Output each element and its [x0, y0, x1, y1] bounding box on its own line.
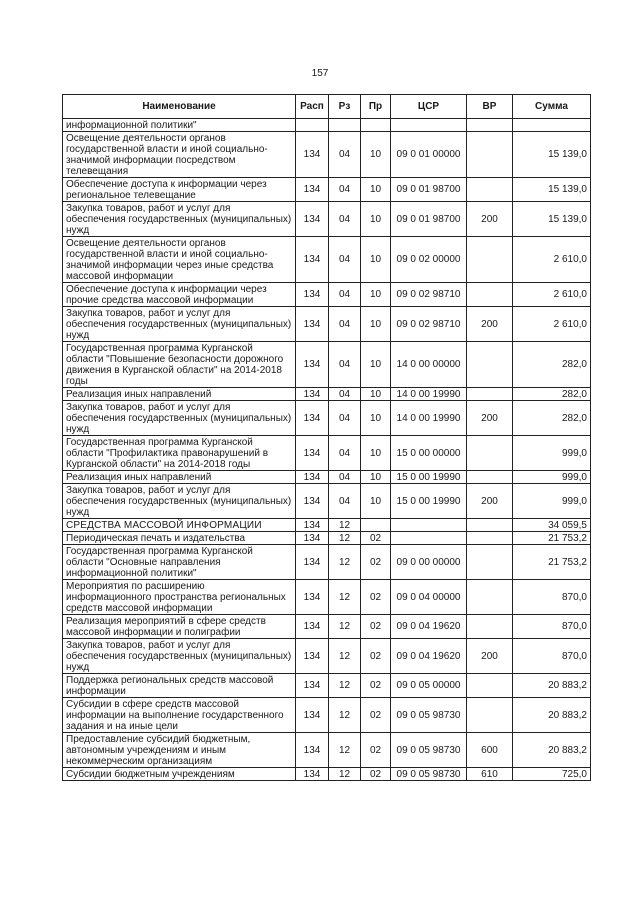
- cell-pr: 02: [361, 615, 391, 639]
- cell-name: Обеспечение доступа к информации через прочие средства массовой информации: [63, 283, 296, 307]
- cell-vr: [467, 342, 513, 388]
- cell-rasp: 134: [296, 388, 329, 401]
- table-row: [63, 615, 591, 639]
- cell-pr: 02: [361, 532, 391, 545]
- cell-vr: 200: [467, 484, 513, 519]
- cell-csr: 09 0 00 00000: [391, 545, 467, 580]
- cell-vr: [467, 674, 513, 698]
- cell-rz: 12: [329, 532, 361, 545]
- cell-rz: 12: [329, 674, 361, 698]
- cell-sum: 2 610,0: [513, 307, 591, 342]
- cell-sum: 15 139,0: [513, 132, 591, 178]
- cell-rasp: 134: [296, 484, 329, 519]
- cell-vr: [467, 698, 513, 733]
- cell-pr: 10: [361, 202, 391, 237]
- cell-vr: [467, 436, 513, 471]
- cell-name: Обеспечение доступа к информации через региональное телевещание: [63, 178, 296, 202]
- header-rasp: Расп: [296, 95, 329, 119]
- table-row: [63, 388, 591, 401]
- cell-rasp: 134: [296, 519, 329, 532]
- cell-name: Реализация мероприятий в сфере средств массовой информации и полиграфии: [63, 615, 296, 639]
- cell-rz: 12: [329, 733, 361, 768]
- cell-sum: 999,0: [513, 484, 591, 519]
- cell-sum: 282,0: [513, 388, 591, 401]
- cell-rasp: 134: [296, 545, 329, 580]
- cell-name: Государственная программа Курганской области "Повышение безопасности дорожного движения в Курганской области" на 2014-2018 годы: [63, 342, 296, 388]
- cell-vr: [467, 615, 513, 639]
- cell-name: Периодическая печать и издательства: [63, 532, 296, 545]
- table-row: [63, 471, 591, 484]
- cell-rasp: 134: [296, 307, 329, 342]
- cell-sum: 725,0: [513, 768, 591, 781]
- cell-rz: 04: [329, 283, 361, 307]
- cell-rasp: 134: [296, 436, 329, 471]
- table-row: [63, 436, 591, 471]
- cell-rasp: 134: [296, 674, 329, 698]
- cell-pr: 10: [361, 237, 391, 283]
- cell-csr: 15 0 00 00000: [391, 436, 467, 471]
- cell-name: Поддержка региональных средств массовой информации: [63, 674, 296, 698]
- table-row: [63, 532, 591, 545]
- cell-csr: 14 0 00 19990: [391, 401, 467, 436]
- cell-rz: 04: [329, 202, 361, 237]
- table-row: [63, 545, 591, 580]
- cell-rz: 12: [329, 545, 361, 580]
- cell-rz: [329, 119, 361, 132]
- cell-csr: 09 0 04 19620: [391, 639, 467, 674]
- cell-pr: 02: [361, 698, 391, 733]
- cell-name: Реализация иных направлений: [63, 388, 296, 401]
- cell-vr: [467, 178, 513, 202]
- cell-sum: 870,0: [513, 639, 591, 674]
- cell-rz: 04: [329, 388, 361, 401]
- cell-vr: [467, 532, 513, 545]
- cell-rasp: 134: [296, 532, 329, 545]
- table-body: [63, 119, 591, 781]
- cell-name: Закупка товаров, работ и услуг для обеспечения государственных (муниципальных) нужд: [63, 484, 296, 519]
- cell-rz: 12: [329, 639, 361, 674]
- cell-rasp: 134: [296, 615, 329, 639]
- cell-rasp: 134: [296, 639, 329, 674]
- cell-pr: 10: [361, 132, 391, 178]
- cell-rasp: 134: [296, 178, 329, 202]
- cell-pr: 02: [361, 580, 391, 615]
- cell-csr: [391, 119, 467, 132]
- cell-name: СРЕДСТВА МАССОВОЙ ИНФОРМАЦИИ: [63, 519, 296, 532]
- cell-rasp: 134: [296, 471, 329, 484]
- cell-vr: [467, 132, 513, 178]
- table-row: [63, 639, 591, 674]
- table-row: [63, 484, 591, 519]
- cell-csr: 15 0 00 19990: [391, 471, 467, 484]
- cell-rasp: 134: [296, 698, 329, 733]
- cell-vr: [467, 471, 513, 484]
- table-row: [63, 307, 591, 342]
- cell-csr: 14 0 00 19990: [391, 388, 467, 401]
- cell-name: Закупка товаров, работ и услуг для обеспечения государственных (муниципальных) нужд: [63, 639, 296, 674]
- cell-vr: 610: [467, 768, 513, 781]
- cell-vr: [467, 580, 513, 615]
- cell-rz: 12: [329, 768, 361, 781]
- cell-sum: 282,0: [513, 401, 591, 436]
- cell-rz: 04: [329, 401, 361, 436]
- cell-name: Освещение деятельности органов государственной власти и иной социально-значимой информации посредством телевещания: [63, 132, 296, 178]
- cell-pr: 02: [361, 639, 391, 674]
- table-row: [63, 401, 591, 436]
- header-name: Наименование: [63, 95, 296, 119]
- page-number: 157: [311, 68, 329, 79]
- table-row: [63, 283, 591, 307]
- cell-rasp: 134: [296, 580, 329, 615]
- cell-vr: 200: [467, 639, 513, 674]
- cell-vr: [467, 519, 513, 532]
- cell-name: Субсидии бюджетным учреждениям: [63, 768, 296, 781]
- cell-sum: 20 883,2: [513, 674, 591, 698]
- cell-sum: 999,0: [513, 436, 591, 471]
- cell-sum: 21 753,2: [513, 545, 591, 580]
- cell-name: Реализация иных направлений: [63, 471, 296, 484]
- cell-csr: 09 0 02 00000: [391, 237, 467, 283]
- cell-rz: 12: [329, 615, 361, 639]
- cell-pr: [361, 519, 391, 532]
- cell-csr: 15 0 00 19990: [391, 484, 467, 519]
- table-row: [63, 519, 591, 532]
- cell-csr: 09 0 05 00000: [391, 674, 467, 698]
- table-row: [63, 202, 591, 237]
- cell-name: Мероприятия по расширению информационного пространства региональных средств массовой информации: [63, 580, 296, 615]
- cell-csr: 09 0 02 98710: [391, 307, 467, 342]
- budget-table: [62, 94, 591, 781]
- table-row: [63, 237, 591, 283]
- cell-csr: 09 0 05 98730: [391, 733, 467, 768]
- cell-vr: 200: [467, 202, 513, 237]
- cell-pr: 02: [361, 733, 391, 768]
- cell-rz: 04: [329, 178, 361, 202]
- cell-pr: 10: [361, 388, 391, 401]
- cell-vr: [467, 283, 513, 307]
- cell-vr: [467, 237, 513, 283]
- cell-csr: 14 0 00 00000: [391, 342, 467, 388]
- table-row: [63, 119, 591, 132]
- cell-pr: 02: [361, 768, 391, 781]
- cell-vr: 600: [467, 733, 513, 768]
- cell-pr: 10: [361, 178, 391, 202]
- cell-csr: [391, 519, 467, 532]
- cell-vr: 200: [467, 401, 513, 436]
- cell-name: Государственная программа Курганской области "Основные направления информационной политики": [63, 545, 296, 580]
- cell-name: Субсидии в сфере средств массовой информации на выполнение государственного задания и на иные цели: [63, 698, 296, 733]
- header-rz: Рз: [329, 95, 361, 119]
- header-pr: Пр: [361, 95, 391, 119]
- cell-vr: [467, 545, 513, 580]
- cell-pr: 10: [361, 436, 391, 471]
- cell-pr: 10: [361, 401, 391, 436]
- table-row: [63, 674, 591, 698]
- cell-csr: 09 0 04 19620: [391, 615, 467, 639]
- cell-rz: 04: [329, 484, 361, 519]
- cell-sum: 20 883,2: [513, 698, 591, 733]
- cell-rz: 04: [329, 342, 361, 388]
- cell-sum: 870,0: [513, 580, 591, 615]
- cell-rz: 04: [329, 132, 361, 178]
- cell-sum: 34 059,5: [513, 519, 591, 532]
- cell-csr: 09 0 02 98710: [391, 283, 467, 307]
- cell-csr: 09 0 05 98730: [391, 768, 467, 781]
- cell-name: Государственная программа Курганской области "Профилактика правонарушений в Курганской области" на 2014-2018 годы: [63, 436, 296, 471]
- cell-name: информационной политики": [63, 119, 296, 132]
- cell-sum: 20 883,2: [513, 733, 591, 768]
- cell-vr: 200: [467, 307, 513, 342]
- cell-csr: 09 0 05 98730: [391, 698, 467, 733]
- cell-sum: 15 139,0: [513, 178, 591, 202]
- cell-csr: 09 0 04 00000: [391, 580, 467, 615]
- cell-name: Закупка товаров, работ и услуг для обеспечения государственных (муниципальных) нужд: [63, 307, 296, 342]
- table-row: [63, 698, 591, 733]
- table-row: [63, 178, 591, 202]
- cell-pr: 02: [361, 674, 391, 698]
- cell-pr: 10: [361, 471, 391, 484]
- cell-rasp: [296, 119, 329, 132]
- table-row: [63, 768, 591, 781]
- cell-rasp: 134: [296, 733, 329, 768]
- cell-name: Предоставление субсидий бюджетным, автономным учреждениям и иным некоммерческим организациям: [63, 733, 296, 768]
- cell-pr: 10: [361, 484, 391, 519]
- cell-pr: 10: [361, 342, 391, 388]
- cell-sum: 2 610,0: [513, 283, 591, 307]
- cell-sum: 999,0: [513, 471, 591, 484]
- cell-rasp: 134: [296, 768, 329, 781]
- cell-rz: 12: [329, 698, 361, 733]
- cell-rz: 04: [329, 436, 361, 471]
- cell-name: Освещение деятельности органов государственной власти и иной социально-значимой информации через иные средства массовой информации: [63, 237, 296, 283]
- table-row: [63, 580, 591, 615]
- cell-rasp: 134: [296, 401, 329, 436]
- cell-sum: [513, 119, 591, 132]
- header-sum: Сумма: [513, 95, 591, 119]
- header-csr: ЦСР: [391, 95, 467, 119]
- cell-vr: [467, 119, 513, 132]
- table-row: [63, 132, 591, 178]
- table-row: [63, 342, 591, 388]
- cell-csr: 09 0 01 98700: [391, 202, 467, 237]
- cell-pr: 02: [361, 545, 391, 580]
- cell-rz: 04: [329, 307, 361, 342]
- cell-pr: 10: [361, 283, 391, 307]
- table-row: [63, 733, 591, 768]
- cell-rasp: 134: [296, 237, 329, 283]
- cell-sum: 282,0: [513, 342, 591, 388]
- cell-csr: 09 0 01 00000: [391, 132, 467, 178]
- cell-rasp: 134: [296, 132, 329, 178]
- header-vr: ВР: [467, 95, 513, 119]
- cell-vr: [467, 388, 513, 401]
- cell-rz: 04: [329, 471, 361, 484]
- cell-rasp: 134: [296, 283, 329, 307]
- cell-name: Закупка товаров, работ и услуг для обеспечения государственных (муниципальных) нужд: [63, 401, 296, 436]
- cell-rz: 12: [329, 519, 361, 532]
- cell-sum: 15 139,0: [513, 202, 591, 237]
- cell-rasp: 134: [296, 202, 329, 237]
- cell-sum: 870,0: [513, 615, 591, 639]
- cell-sum: 21 753,2: [513, 532, 591, 545]
- cell-pr: [361, 119, 391, 132]
- cell-csr: 09 0 01 98700: [391, 178, 467, 202]
- cell-name: Закупка товаров, работ и услуг для обеспечения государственных (муниципальных) нужд: [63, 202, 296, 237]
- cell-csr: [391, 532, 467, 545]
- cell-pr: 10: [361, 307, 391, 342]
- table-header-row: [63, 95, 591, 119]
- cell-rz: 04: [329, 237, 361, 283]
- cell-sum: 2 610,0: [513, 237, 591, 283]
- cell-rz: 12: [329, 580, 361, 615]
- cell-rasp: 134: [296, 342, 329, 388]
